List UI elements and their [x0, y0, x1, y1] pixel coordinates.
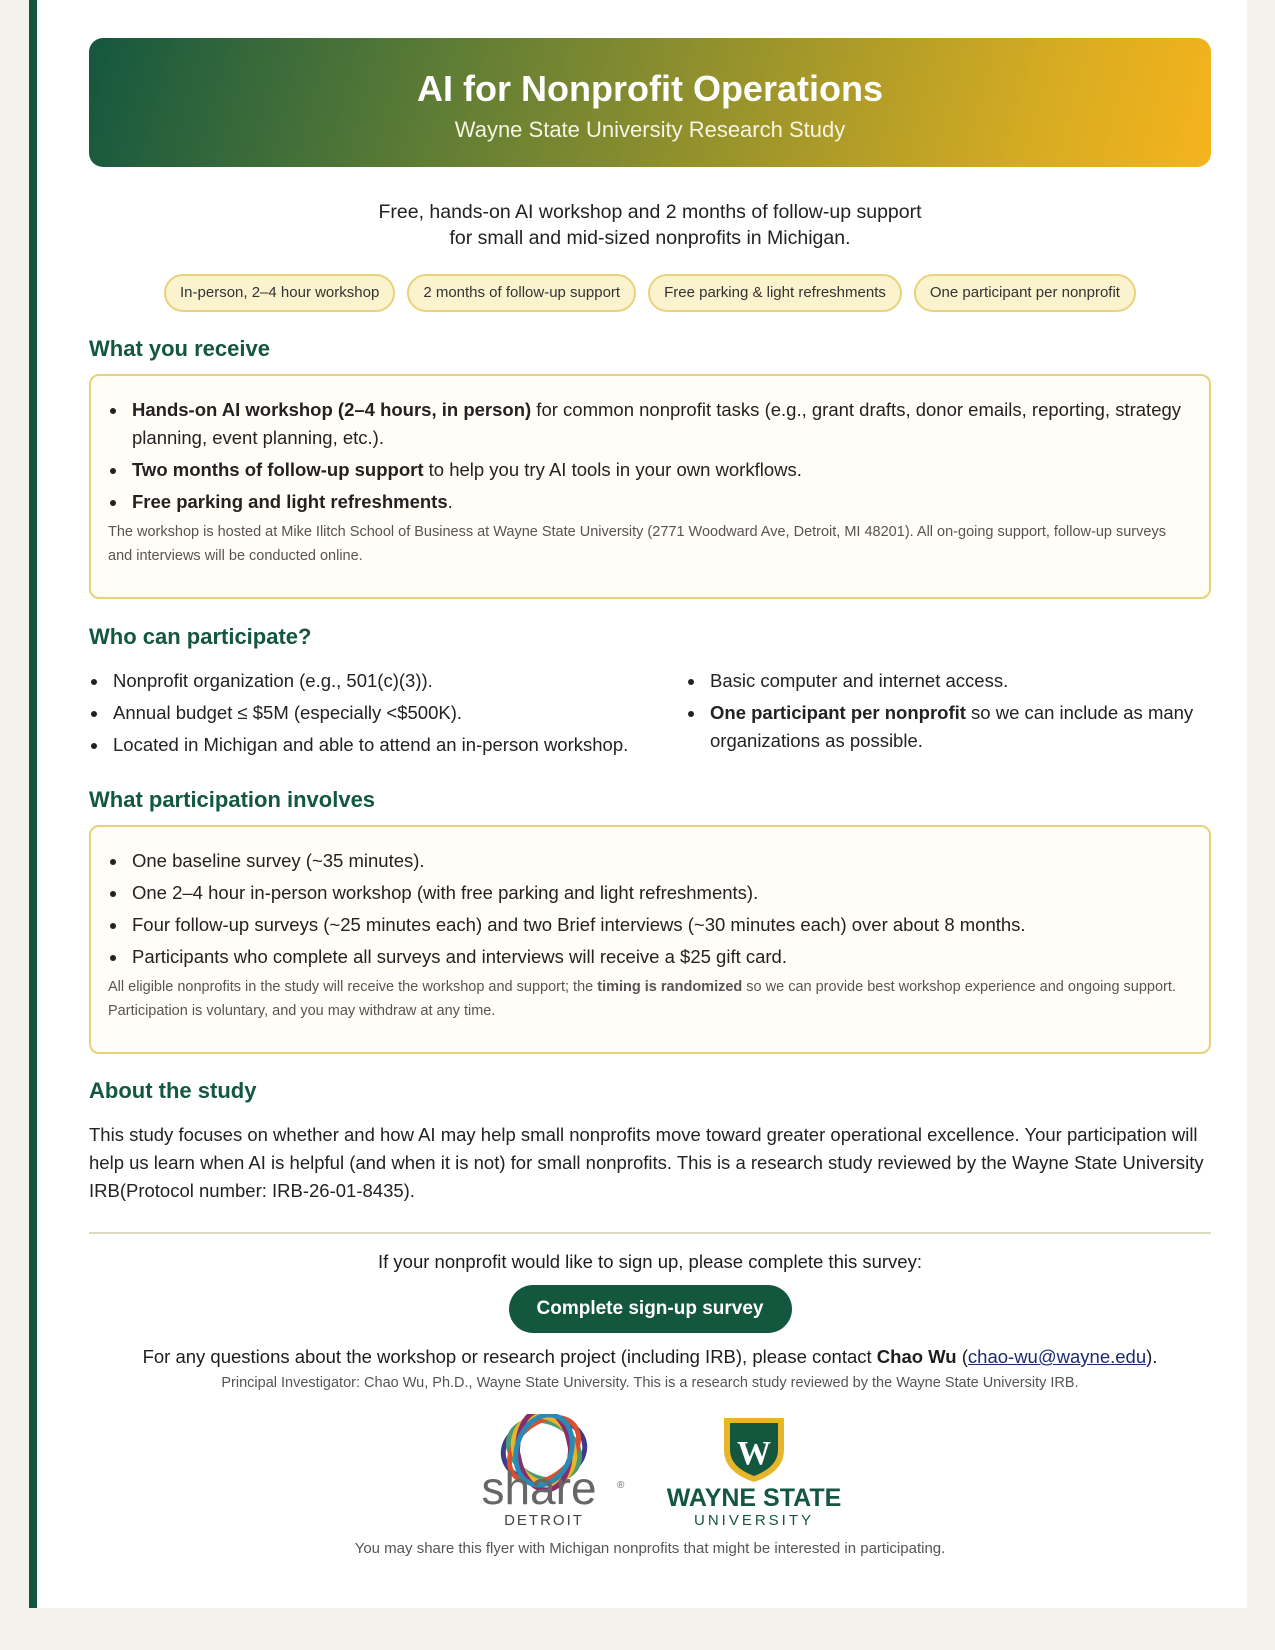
involves-note-bold: timing is randomized [597, 979, 743, 995]
eligibility-columns [89, 667, 1211, 763]
partner-logos [89, 1414, 1211, 1532]
receive-item-workshop [108, 396, 1185, 452]
receive-item-support-text: to help you try AI tools in your own workflows. [423, 459, 802, 480]
contact-paren-close: ). [1146, 1346, 1158, 1367]
receive-item-parking-bold: Free parking and light refreshments [132, 491, 448, 512]
wayne-state-logo [667, 1414, 842, 1532]
share-detroit-logo [459, 1414, 629, 1532]
eligibility-item: Located in Michigan and able to attend an in-person workshop. [89, 731, 686, 759]
eligibility-left-list [89, 667, 686, 763]
receive-location-note: The workshop is hosted at Mike Ilitch School of Business at Wayne State University (2771 Woodward Ave, Detroit, MI 48201). All on-going support, follow-up surveys and interviews will be conducted online. [108, 524, 1166, 564]
intro-text [89, 199, 1211, 251]
signup-survey-button[interactable]: Complete sign-up survey [509, 1285, 792, 1333]
involves-note-post: so we can provide best workshop experience and ongoing support. Participation is voluntary, and you may withdraw at any time. [108, 979, 1176, 1019]
divider [89, 1232, 1211, 1234]
page-title: AI for Nonprofit Operations [417, 68, 883, 109]
receive-item-workshop-text: for common nonprofit tasks (e.g., grant drafts, donor emails, reporting, strategy planning, event planning, etc.). [132, 399, 1182, 448]
header-banner [89, 38, 1211, 167]
section-title-involves: What participation involves [89, 787, 376, 812]
share-detroit-text: DETROIT [503, 1512, 584, 1529]
chip-parking: Free parking & light refreshments [648, 274, 902, 312]
receive-item-support-bold: Two months of follow-up support [132, 459, 424, 480]
contact-paren-open: ( [956, 1346, 968, 1367]
share-wordmark: share [480, 1462, 597, 1514]
eligibility-item: Annual budget ≤ $5M (especially <$500K). [89, 699, 686, 727]
involves-item: Participants who complete all surveys and interviews will receive a $25 gift card. [108, 943, 1185, 971]
receive-item-support [108, 456, 1185, 484]
footer-note: You may share this flyer with Michigan nonprofits that might be interested in participating. [354, 1540, 946, 1557]
intro-line-1: Free, hands-on AI workshop and 2 months of follow-up support [378, 201, 922, 223]
involves-item: One 2–4 hour in-person workshop (with free parking and light refreshments). [108, 879, 1185, 907]
page-subtitle: Wayne State University Research Study [454, 117, 846, 142]
intro-line-2: for small and mid-sized nonprofits in Michigan. [449, 227, 851, 249]
receive-item-workshop-bold: Hands-on AI workshop (2–4 hours, in person) [132, 399, 532, 420]
contact-pre: For any questions about the workshop or research project (including IRB), please contact [142, 1346, 877, 1367]
eligibility-item: Nonprofit organization (e.g., 501(c)(3)). [89, 667, 686, 695]
involves-note-pre: All eligible nonprofits in the study will receive the workshop and support; the [108, 979, 598, 995]
share-registered-mark: ® [616, 1480, 624, 1491]
contact-name: Chao Wu [876, 1346, 957, 1367]
eligibility-right-list [686, 667, 1211, 763]
section-title-eligibility: Who can participate? [89, 624, 312, 649]
chip-one-participant: One participant per nonprofit [914, 274, 1136, 312]
wayne-state-name: WAYNE STATE [666, 1484, 841, 1512]
chip-support: 2 months of follow-up support [407, 274, 636, 312]
involves-note [108, 975, 1185, 1023]
wayne-state-university: UNIVERSITY [693, 1512, 814, 1529]
contact-line [89, 1344, 1211, 1370]
receive-item-parking-text: . [447, 491, 453, 512]
receive-item-parking [108, 488, 1185, 516]
section-title-receive: What you receive [89, 336, 270, 361]
flyer-page [29, 0, 1247, 1608]
eligibility-item-one-participant [686, 699, 1211, 755]
eligibility-rest-text: so we can include as many organizations as possible. [710, 702, 1194, 751]
feature-chips [89, 274, 1211, 312]
receive-box [89, 374, 1211, 599]
chip-workshop: In-person, 2–4 hour workshop [164, 274, 395, 312]
about-text: This study focuses on whether and how AI may help small nonprofits move toward greater operational excellence. Your participation will help us learn when AI is helpful (and when it is not) for small nonprofits. This is a research study reviewed by the Wayne State University IRB(Protocol number: IRB-26-01-8435). [89, 1124, 1204, 1201]
eligibility-item: Basic computer and internet access. [686, 667, 1211, 695]
principal-investigator-note: Principal Investigator: Chao Wu, Ph.D., Wayne State University. This is a research study reviewed by the Wayne State University IRB. [221, 1375, 1079, 1391]
eligibility-bold-text: One participant per nonprofit [710, 702, 966, 723]
wayne-state-shield-letter: W [736, 1435, 771, 1472]
section-title-about: About the study [89, 1078, 257, 1103]
signup-prompt: If your nonprofit would like to sign up, please complete this survey: [378, 1251, 922, 1272]
involves-box [89, 825, 1211, 1054]
contact-email-link[interactable]: chao-wu@wayne.edu [967, 1346, 1147, 1367]
involves-item: One baseline survey (~35 minutes). [108, 847, 1185, 875]
involves-item: Four follow-up surveys (~25 minutes each) and two Brief interviews (~30 minutes each) over about 8 months. [108, 911, 1185, 939]
